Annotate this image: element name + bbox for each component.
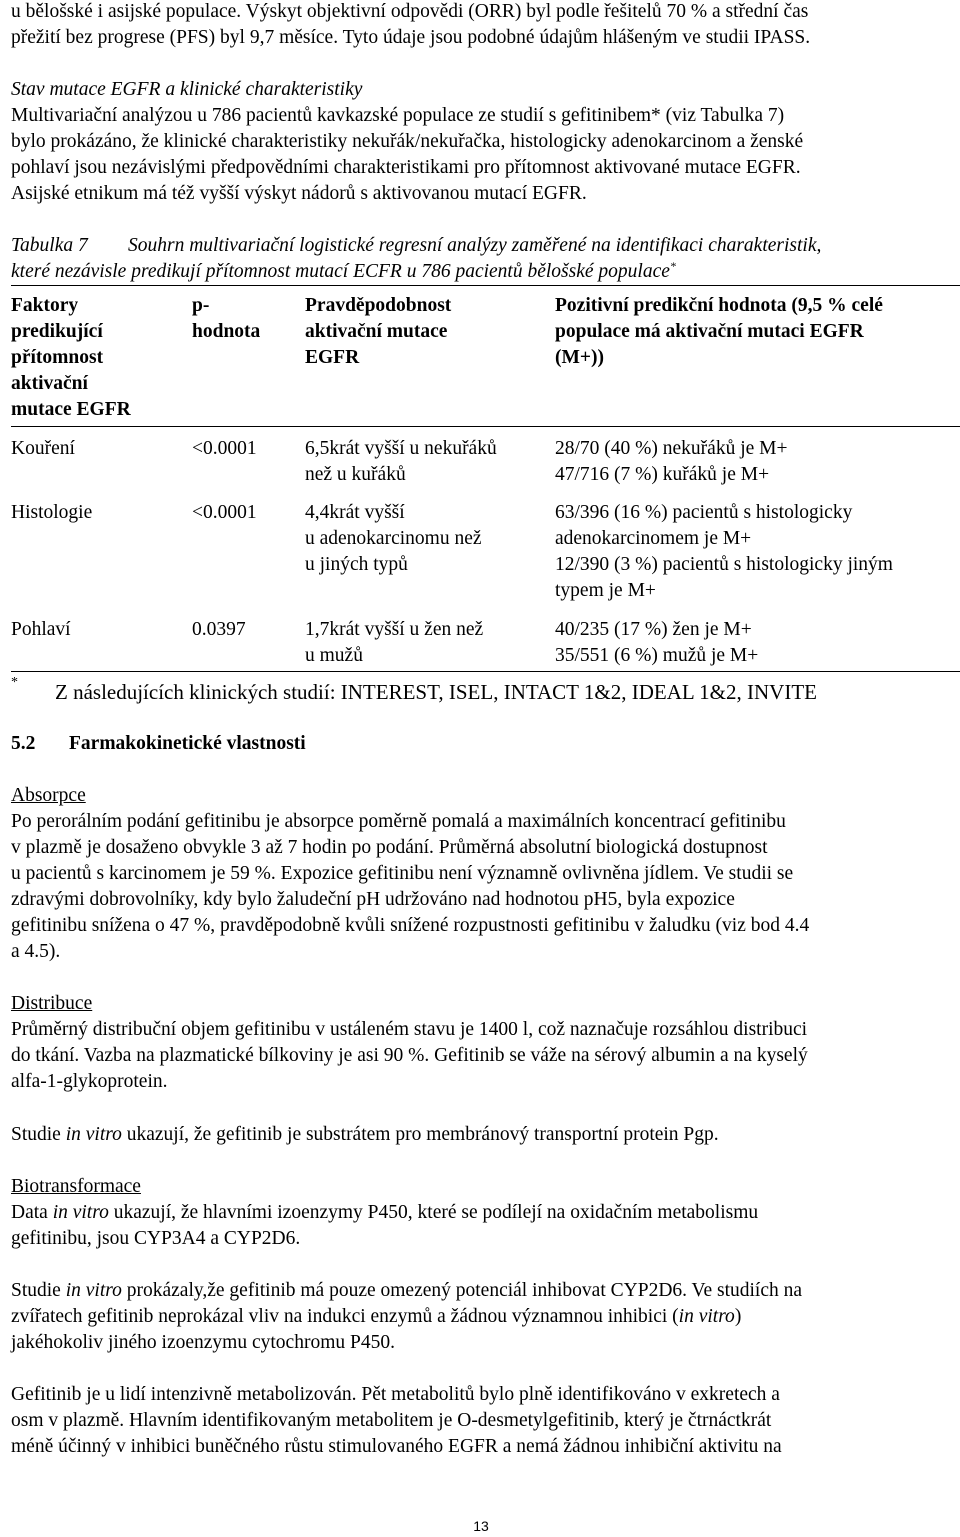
biotransformace-line: Gefitinib je u lidí intenzivně metabolizován. Pět metabolitů bylo plně identifikováno v exkretech a [11, 1384, 780, 1405]
cell-line: 47/716 (7 %) kuřáků je M+ [555, 464, 770, 485]
text-run-italic: in vitro [65, 1280, 122, 1301]
egfr-line: pohlaví jsou nezávislými předpovědními charakteristikami pro přítomnost aktivované mutace EGFR. [11, 157, 801, 178]
table-row [11, 491, 960, 608]
table-header-row [11, 286, 960, 427]
cell-probability [305, 617, 555, 669]
cell-line: u jiných typů [305, 554, 408, 575]
egfr-line: Asijské etnikum má též vyšší výskyt nádorů s aktivovanou mutací EGFR. [11, 183, 587, 204]
text-run-italic: in vitro [52, 1202, 109, 1223]
biotransformace-section [11, 1174, 951, 1252]
absorpce-line: zdravými dobrovolníky, kdy bylo žaludeční pH udržováno nad hodnotou pH5, byla expozice [11, 889, 735, 910]
text-run: ) [734, 1306, 742, 1327]
biotransformace-line: osm v plazmě. Hlavním identifikovaným metabolitem je O-desmetylgefitinib, který je čtrnáctkrát [11, 1410, 772, 1431]
biotransformace-line: méně účinný v inhibici buněčného růstu stimulovaného EGFR a nemá žádnou inhibiční aktivitu na [11, 1436, 782, 1457]
distribuce-section [11, 991, 951, 1095]
cell-probability [305, 436, 555, 488]
cell-factor: Histologie [11, 502, 93, 523]
biotransformace-paragraph-3 [11, 1382, 951, 1460]
intro-line: přežití bez progrese (PFS) byl 9,7 měsíce. Tyto údaje jsou podobné údajům hlášeným ve studii IPASS. [11, 27, 811, 48]
text-run: Studie [11, 1124, 66, 1145]
cell-line: 12/390 (3 %) pacientů s histologicky jiným [555, 554, 893, 575]
header-line: Pravděpodobnost [305, 295, 452, 316]
header-line: populace má aktivační mutaci EGFR [555, 321, 864, 342]
header-line: aktivační mutace [305, 321, 448, 342]
cell-factor: Pohlaví [11, 619, 71, 640]
egfr-section [11, 77, 951, 207]
text-run: Studie [11, 1280, 66, 1301]
header-line: přítomnost [11, 347, 104, 368]
cell-ppv [555, 500, 960, 604]
cell-probability [305, 500, 555, 578]
text-run-italic: in vitro [678, 1306, 735, 1327]
cell-line: než u kuřáků [305, 464, 406, 485]
header-line: hodnota [192, 321, 261, 342]
table-row [11, 608, 960, 672]
absorpce-section [11, 783, 951, 965]
distribuce-line: alfa-1-glykoprotein. [11, 1071, 168, 1092]
text-run: prokázaly,že gefitinib má pouze omezený potenciál inhibovat CYP2D6. Ve studiích na [121, 1280, 803, 1301]
header-line: Faktory [11, 295, 79, 316]
egfr-line: Multivariační analýzou u 786 pacientů kavkazské populace ze studií s gefitinibem* (viz Tabulka 7) [11, 105, 785, 126]
header-line: (M+)) [555, 347, 604, 368]
cell-line: 35/551 (6 %) mužů je M+ [555, 645, 759, 666]
biotransformace-line: jakéhokoliv jiného izoenzymu cytochromu P450. [11, 1332, 395, 1353]
biotransformace-heading: Biotransformace [11, 1176, 141, 1197]
footnote-text: Z následujících klinických studií: INTEREST, ISEL, INTACT 1&2, IDEAL 1&2, INVITE [55, 680, 817, 704]
text-run: Data [11, 1202, 53, 1223]
cell-p-value: <0.0001 [192, 438, 257, 459]
cell-line: u adenokarcinomu než [305, 528, 482, 549]
cell-line: 6,5krát vyšší u nekuřáků [305, 438, 497, 459]
absorpce-line: u pacientů s karcinomem je 59 %. Expozice gefitinibu není významně ovlivněna jídlem. Ve studii se [11, 863, 794, 884]
header-ppv [555, 293, 960, 371]
distribuce-line: do tkání. Vazba na plazmatické bílkoviny je asi 90 %. Gefitinib se váže na sérový albumin a na kyselý [11, 1045, 808, 1066]
biotransformace-line: gefitinibu, jsou CYP3A4 a CYP2D6. [11, 1228, 301, 1249]
intro-paragraph [11, 0, 951, 51]
cell-line: u mužů [305, 645, 363, 666]
cell-p-value: 0.0397 [192, 619, 246, 640]
header-line: mutace EGFR [11, 399, 131, 420]
cell-line: 63/396 (16 %) pacientů s histologicky [555, 502, 853, 523]
text-run-italic: in vitro [65, 1124, 122, 1145]
absorpce-line: a 4.5). [11, 941, 61, 962]
results-table [11, 285, 960, 672]
header-factors [11, 293, 186, 423]
section-title: Farmakokinetické vlastnosti [69, 733, 306, 754]
cell-p-value: <0.0001 [192, 502, 257, 523]
table-caption-text: Souhrn multivariační logistické regresní analýzy zaměřené na identifikaci charakteristik, [128, 235, 822, 256]
absorpce-line: v plazmě je dosaženo obvykle 3 až 7 hodin po podání. Průměrná absolutní biologická dostupnost [11, 837, 768, 858]
egfr-heading: Stav mutace EGFR a klinické charakteristiky [11, 79, 363, 100]
table-caption-label: Tabulka 7 [11, 235, 88, 256]
cell-line: 4,4krát vyšší [305, 502, 405, 523]
table-row [11, 427, 960, 491]
cell-factor: Kouření [11, 438, 75, 459]
page-number: 13 [473, 1518, 489, 1534]
cell-ppv [555, 617, 960, 669]
table-caption-text: které nezávisle predikují přítomnost mutací ECFR u 786 pacientů bělošské populace [11, 261, 670, 282]
section-heading [11, 731, 306, 757]
absorpce-line: gefitinibu snížena o 47 %, pravděpodobně kvůli snížené rozpustnosti gefitinibu v žaludku (viz bod 4.4 [11, 915, 810, 936]
cell-line: 1,7krát vyšší u žen než [305, 619, 484, 640]
text-run: ukazují, že hlavními izoenzymy P450, které se podílejí na oxidačním metabolismu [108, 1202, 759, 1223]
table-caption [11, 233, 951, 285]
cell-ppv [555, 436, 960, 488]
absorpce-line: Po perorálním podání gefitinibu je absorpce poměrně pomalá a maximálních koncentrací gefitinibu [11, 811, 786, 832]
cell-line: 28/70 (40 %) nekuřáků je M+ [555, 438, 788, 459]
cell-line: adenokarcinomem je M+ [555, 528, 752, 549]
header-line: predikující [11, 321, 103, 342]
cell-line: 40/235 (17 %) žen je M+ [555, 619, 752, 640]
distribuce-line: Průměrný distribuční objem gefitinibu v ustáleném stavu je 1400 l, což naznačuje rozsáhlou distribuci [11, 1019, 808, 1040]
table-caption-mark: * [669, 259, 676, 273]
footnote-mark: * [11, 675, 18, 690]
section-number: 5.2 [11, 733, 36, 754]
cell-line: typem je M+ [555, 580, 656, 601]
absorpce-heading: Absorpce [11, 785, 86, 806]
egfr-line: bylo prokázáno, že klinické charakteristiky nekuřák/nekuřačka, histologicky adenokarcinom a ženské [11, 131, 804, 152]
header-line: aktivační [11, 373, 88, 394]
biotransformace-paragraph-2 [11, 1278, 951, 1356]
text-run: ukazují, že gefitinib je substrátem pro membránový transportní protein Pgp. [121, 1124, 719, 1145]
header-line: Pozitivní predikční hodnota (9,5 % celé [555, 295, 883, 316]
header-p-value [192, 293, 302, 345]
text-run: zvířatech gefitinib neprokázal vliv na indukci enzymů a žádnou významnou inhibici ( [11, 1306, 679, 1327]
header-probability [305, 293, 555, 371]
distribuce-heading: Distribuce [11, 993, 93, 1014]
intro-line: u bělošské i asijské populace. Výskyt objektivní odpovědi (ORR) byl podle řešitelů 70 % a střední čas [11, 1, 809, 22]
pgp-paragraph [11, 1122, 951, 1148]
header-line: p- [192, 295, 210, 316]
header-line: EGFR [305, 347, 360, 368]
